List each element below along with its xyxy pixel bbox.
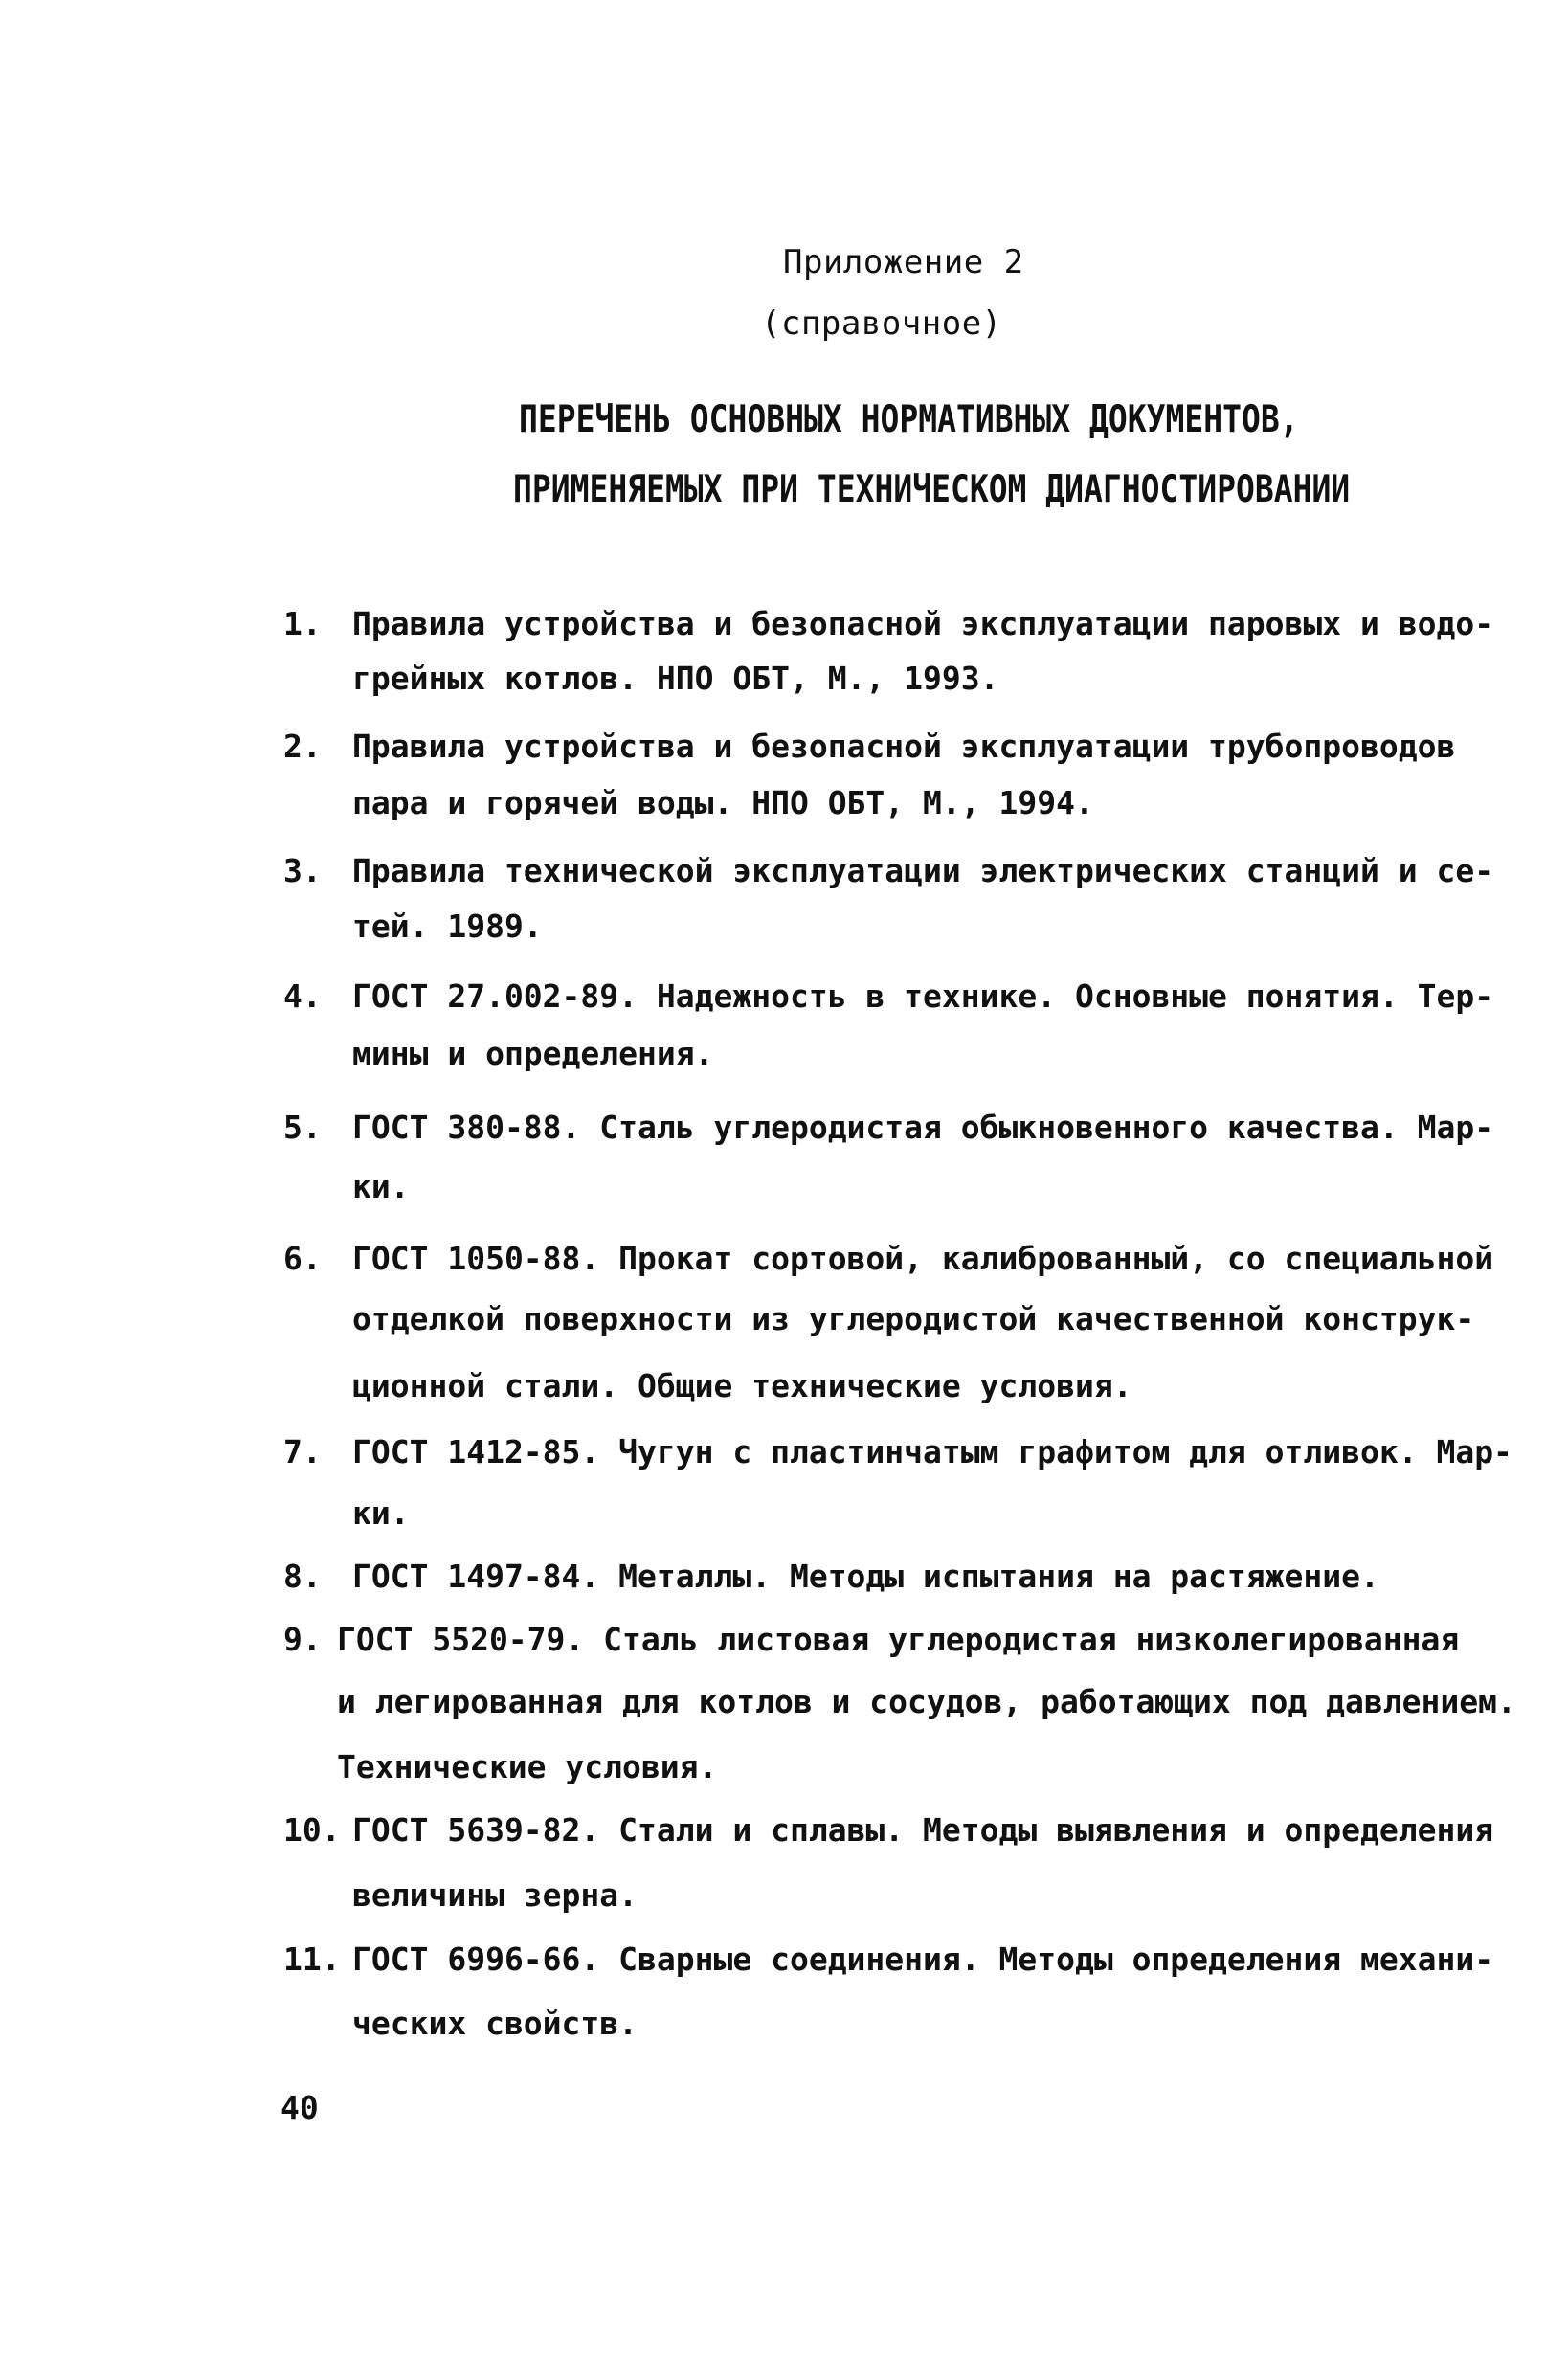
list-item-text: ГОСТ 1412-85. Чугун с пластинчатым графитом для отливок. Мар-: [352, 1433, 1512, 1470]
list-item-text: ГОСТ 5639-82. Стали и сплавы. Методы выявления и определения: [352, 1811, 1494, 1849]
page-number: 40: [280, 2089, 319, 2126]
list-item-number: 3.: [283, 852, 322, 889]
list-item-number: 11.: [283, 1941, 341, 1978]
appendix-label: Приложение 2: [783, 243, 1024, 281]
list-item-text: Правила технической эксплуатации электрических станций и се-: [352, 852, 1494, 889]
list-item-number: 4.: [283, 977, 322, 1015]
list-item-text: ГОСТ 380-88. Сталь углеродистая обыкновенного качества. Мар-: [352, 1109, 1494, 1146]
list-item-number: 10.: [283, 1811, 341, 1849]
document-title-line-2: ПРИМЕНЯЕМЫХ ПРИ ТЕХНИЧЕСКОМ ДИАГНОСТИРОВАНИИ: [513, 466, 1351, 511]
list-item-number: 6.: [283, 1240, 322, 1277]
list-item-text: Правила устройства и безопасной эксплуатации трубопроводов: [352, 728, 1456, 765]
list-item-text: тей. 1989.: [352, 908, 543, 945]
list-item-text: ционной стали. Общие технические условия.: [352, 1367, 1132, 1404]
appendix-kind: (справочное): [761, 304, 1002, 343]
list-item-text: ческих свойств.: [352, 2005, 638, 2042]
list-item-number: 2.: [283, 728, 322, 765]
list-item-text: отделкой поверхности из углеродистой качественной конструк-: [352, 1300, 1475, 1337]
document-title-line-1: ПЕРЕЧЕНЬ ОСНОВНЫХ НОРМАТИВНЫХ ДОКУМЕНТОВ,: [519, 396, 1299, 441]
list-item-number: 9.: [283, 1621, 322, 1658]
list-item-text: грейных котлов. НПО ОБТ, М., 1993.: [352, 660, 999, 697]
list-item-text: ГОСТ 1050-88. Прокат сортовой, калиброванный, со специальной: [352, 1240, 1494, 1277]
list-item-text: мины и определения.: [352, 1035, 714, 1072]
list-item-number: 7.: [283, 1433, 322, 1470]
list-item-text: Правила устройства и безопасной эксплуатации паровых и водо-: [352, 605, 1494, 642]
list-item-text: ГОСТ 1497-84. Металлы. Методы испытания на растяжение.: [352, 1558, 1379, 1595]
list-item-text: ГОСТ 6996-66. Сварные соединения. Методы определения механи-: [352, 1941, 1494, 1978]
list-item-number: 8.: [283, 1558, 322, 1595]
list-item-text: ки.: [352, 1494, 410, 1532]
list-item-number: 1.: [283, 605, 322, 642]
list-item-text: ГОСТ 27.002-89. Надежность в технике. Основные понятия. Тер-: [352, 977, 1494, 1015]
list-item-text: ГОСТ 5520-79. Сталь листовая углеродистая низколегированная: [337, 1621, 1460, 1658]
list-item-number: 5.: [283, 1109, 322, 1146]
list-item-text: пара и горячей воды. НПО ОБТ, М., 1994.: [352, 784, 1094, 821]
list-item-text: Технические условия.: [337, 1748, 718, 1785]
list-item-text: и легированная для котлов и сосудов, работающих под давлением.: [337, 1683, 1516, 1720]
list-item-text: величины зерна.: [352, 1876, 638, 1914]
list-item-text: ки.: [352, 1168, 410, 1205]
